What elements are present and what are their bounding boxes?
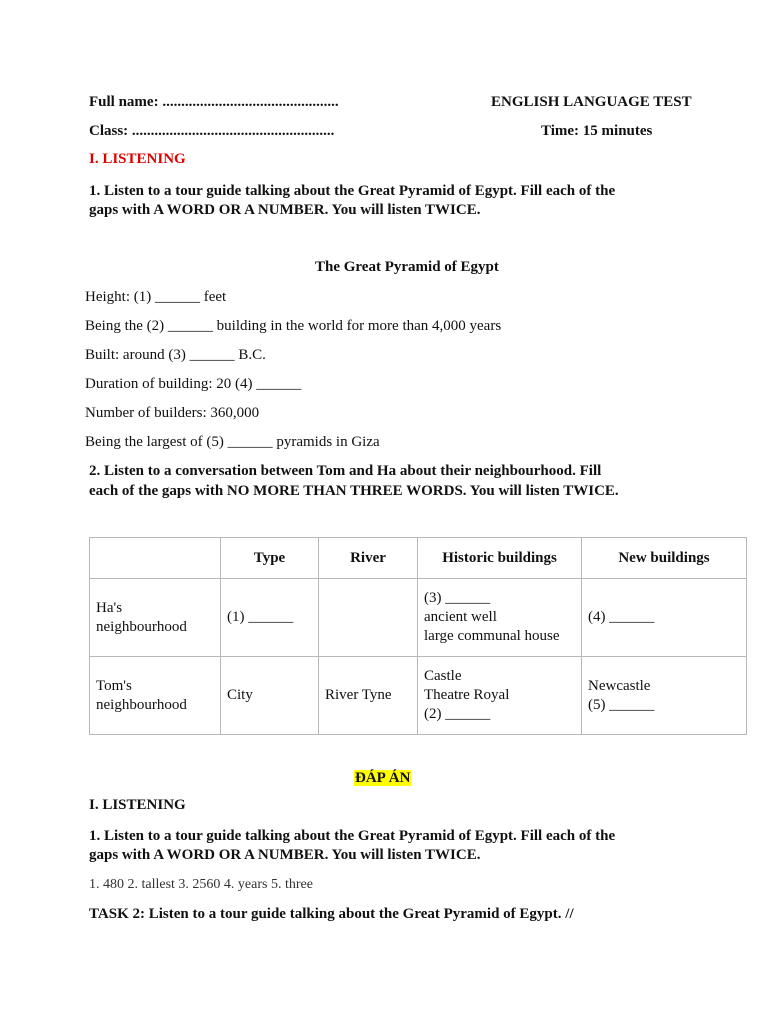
task2-instruction-line1: 2. Listen to a conversation between Tom and Ha about their neighbourhood. Fill	[89, 463, 602, 479]
pyramid-subtitle: The Great Pyramid of Egypt	[315, 259, 499, 275]
table-header-new: New buildings	[582, 538, 747, 579]
row-label-line: neighbourhood	[96, 618, 187, 635]
answers-listening-heading: I. LISTENING	[89, 797, 186, 813]
answer-key-heading: ĐÁP ÁN	[355, 770, 411, 786]
task1-instruction-line1: 1. Listen to a tour guide talking about the Great Pyramid of Egypt. Fill each of the	[89, 183, 616, 199]
historic-cell	[418, 657, 582, 735]
table-header-river: River	[319, 538, 418, 579]
new-buildings-cell	[582, 657, 747, 735]
historic-item: (2) ______	[424, 706, 491, 722]
gap-item-built: Built: around (3) ______ B.C.	[85, 347, 266, 363]
listening-heading: I. LISTENING	[89, 151, 186, 167]
row-label	[90, 579, 221, 657]
new-buildings-cell	[582, 579, 747, 657]
answers-task1-line1: 1. Listen to a tour guide talking about the Great Pyramid of Egypt. Fill each of the	[89, 828, 616, 844]
answers-task1-line2: gaps with A WORD OR A NUMBER. You will listen TWICE.	[89, 847, 481, 863]
historic-item: (3) ______	[424, 590, 491, 606]
historic-item: Castle	[424, 668, 462, 684]
row-label-line: Tom's	[96, 677, 132, 694]
task1-instruction-line2: gaps with A WORD OR A NUMBER. You will listen TWICE.	[89, 202, 481, 218]
historic-item: large communal house	[424, 628, 560, 644]
river-cell	[319, 579, 418, 657]
class-field: Class: ......................................................	[89, 123, 335, 139]
gap-item-tallest: Being the (2) ______ building in the world for more than 4,000 years	[85, 318, 502, 334]
table-header-type: Type	[221, 538, 319, 579]
type-cell: City	[221, 657, 319, 735]
new-building-item: (4) ______	[588, 609, 655, 625]
type-cell: (1) ______	[221, 579, 319, 657]
table-row	[90, 657, 747, 735]
gap-item-builders: Number of builders: 360,000	[85, 405, 260, 421]
task2-instruction-line2: each of the gaps with NO MORE THAN THREE WORDS. You will listen TWICE.	[89, 483, 619, 499]
answer-key-values: 1. 480 2. tallest 3. 2560 4. years 5. three	[89, 877, 313, 892]
answers-task2-line: TASK 2: Listen to a tour guide talking about the Great Pyramid of Egypt. //	[89, 906, 574, 922]
test-time: Time: 15 minutes	[541, 123, 653, 139]
gap-item-largest: Being the largest of (5) ______ pyramids in Giza	[85, 434, 380, 450]
test-title: ENGLISH LANGUAGE TEST	[491, 94, 692, 110]
river-cell: River Tyne	[319, 657, 418, 735]
row-label-line: neighbourhood	[96, 696, 187, 713]
historic-cell	[418, 579, 582, 657]
historic-item: ancient well	[424, 609, 497, 625]
full-name-field: Full name: ...............................................	[89, 94, 339, 110]
gap-item-height: Height: (1) ______ feet	[85, 289, 227, 305]
table-header-historic: Historic buildings	[418, 538, 582, 579]
gap-item-duration: Duration of building: 20 (4) ______	[85, 376, 302, 392]
new-building-item: Newcastle	[588, 677, 651, 694]
row-label	[90, 657, 221, 735]
row-label-line: Ha's	[96, 599, 123, 616]
historic-item: Theatre Royal	[424, 687, 510, 703]
answer-key-heading-wrap	[354, 770, 411, 787]
table-header-row	[90, 538, 747, 579]
table-row	[90, 579, 747, 657]
neighbourhood-table	[89, 537, 747, 735]
new-building-item: (5) ______	[588, 696, 655, 713]
table-header-empty	[90, 538, 221, 579]
